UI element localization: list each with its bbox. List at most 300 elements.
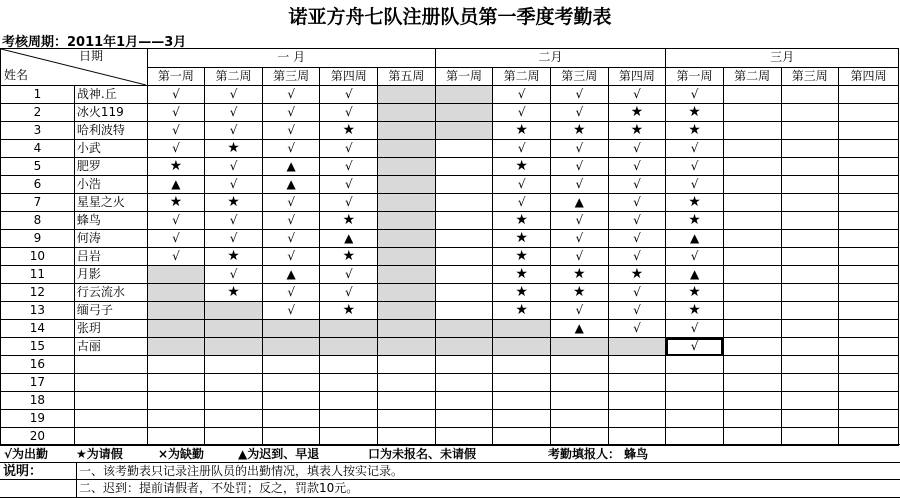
row-number-cell[interactable]: 12	[1, 284, 75, 302]
attendance-cell[interactable]	[435, 122, 493, 140]
attendance-cell[interactable]	[723, 176, 781, 194]
attendance-cell[interactable]	[550, 428, 608, 446]
attendance-cell[interactable]: √	[205, 212, 263, 230]
attendance-cell[interactable]: √	[608, 284, 666, 302]
row-number-cell[interactable]: 17	[1, 374, 75, 392]
attendance-cell[interactable]	[147, 356, 205, 374]
attendance-cell[interactable]	[262, 428, 320, 446]
attendance-cell[interactable]: √	[320, 266, 378, 284]
attendance-cell[interactable]	[493, 374, 551, 392]
attendance-cell[interactable]	[781, 302, 839, 320]
attendance-cell[interactable]	[205, 392, 263, 410]
row-number-cell[interactable]: 4	[1, 140, 75, 158]
week-header-cell[interactable]: 第二周	[723, 67, 781, 86]
attendance-cell[interactable]	[723, 158, 781, 176]
week-header-cell[interactable]: 第四周	[320, 67, 378, 86]
member-name-cell[interactable]: 何涛	[74, 230, 147, 248]
attendance-cell[interactable]	[839, 194, 899, 212]
row-number-cell[interactable]: 18	[1, 392, 75, 410]
attendance-cell[interactable]	[435, 320, 493, 338]
row-number-cell[interactable]: 20	[1, 428, 75, 446]
member-name-cell[interactable]: 张玥	[74, 320, 147, 338]
attendance-cell[interactable]: √	[493, 104, 551, 122]
member-name-cell[interactable]: 蜂鸟	[74, 212, 147, 230]
attendance-cell[interactable]	[262, 338, 320, 356]
attendance-cell[interactable]	[781, 356, 839, 374]
attendance-cell[interactable]: ★	[493, 248, 551, 266]
attendance-cell[interactable]	[608, 374, 666, 392]
attendance-cell[interactable]: √	[608, 248, 666, 266]
attendance-cell[interactable]: √	[550, 158, 608, 176]
attendance-cell[interactable]	[781, 338, 839, 356]
attendance-cell[interactable]	[435, 356, 493, 374]
attendance-cell[interactable]	[378, 140, 436, 158]
week-header-cell[interactable]: 第四周	[608, 67, 666, 86]
attendance-cell[interactable]: √	[666, 320, 724, 338]
attendance-cell[interactable]: √	[262, 194, 320, 212]
attendance-cell[interactable]: √	[550, 212, 608, 230]
attendance-cell[interactable]: √	[666, 86, 724, 104]
attendance-cell[interactable]: ★	[205, 194, 263, 212]
attendance-cell[interactable]	[723, 284, 781, 302]
attendance-cell[interactable]	[262, 356, 320, 374]
attendance-cell[interactable]	[493, 356, 551, 374]
attendance-cell[interactable]	[781, 284, 839, 302]
week-header-cell[interactable]: 第三周	[550, 67, 608, 86]
attendance-cell[interactable]: √	[205, 122, 263, 140]
week-header-cell[interactable]: 第四周	[839, 67, 899, 86]
attendance-cell[interactable]: √	[608, 86, 666, 104]
note-line-1[interactable]: 一、该考勤表只记录注册队员的出勤情况，填表人按实记录。	[76, 463, 403, 480]
attendance-cell[interactable]: √	[262, 140, 320, 158]
attendance-cell[interactable]	[839, 338, 899, 356]
attendance-cell[interactable]: √	[262, 284, 320, 302]
attendance-cell[interactable]: √	[493, 194, 551, 212]
attendance-cell[interactable]	[839, 230, 899, 248]
attendance-cell[interactable]: ★	[493, 158, 551, 176]
row-number-cell[interactable]: 16	[1, 356, 75, 374]
attendance-cell[interactable]	[839, 392, 899, 410]
attendance-cell[interactable]	[262, 410, 320, 428]
attendance-cell[interactable]: ★	[666, 212, 724, 230]
attendance-cell[interactable]	[147, 320, 205, 338]
attendance-cell[interactable]	[550, 392, 608, 410]
attendance-cell[interactable]	[839, 122, 899, 140]
attendance-cell[interactable]: √	[493, 176, 551, 194]
attendance-cell[interactable]	[205, 320, 263, 338]
attendance-cell[interactable]: ★	[608, 122, 666, 140]
attendance-cell[interactable]	[723, 428, 781, 446]
attendance-cell[interactable]	[378, 320, 436, 338]
attendance-cell[interactable]	[723, 140, 781, 158]
week-header-cell[interactable]: 第一周	[147, 67, 205, 86]
member-name-cell[interactable]: 月影	[74, 266, 147, 284]
attendance-cell[interactable]	[435, 338, 493, 356]
attendance-cell[interactable]	[435, 104, 493, 122]
attendance-cell[interactable]: ★	[493, 266, 551, 284]
attendance-cell[interactable]	[435, 212, 493, 230]
attendance-cell[interactable]: √	[262, 230, 320, 248]
member-name-cell[interactable]	[74, 428, 147, 446]
attendance-cell[interactable]: √	[147, 230, 205, 248]
attendance-cell[interactable]: √	[608, 320, 666, 338]
attendance-cell[interactable]	[378, 266, 436, 284]
attendance-cell[interactable]	[378, 104, 436, 122]
attendance-cell[interactable]	[608, 338, 666, 356]
attendance-cell[interactable]	[839, 356, 899, 374]
member-name-cell[interactable]: 肥罗	[74, 158, 147, 176]
attendance-cell[interactable]: ★	[493, 230, 551, 248]
row-number-cell[interactable]: 11	[1, 266, 75, 284]
attendance-cell[interactable]	[435, 86, 493, 104]
attendance-cell[interactable]	[666, 356, 724, 374]
attendance-cell[interactable]	[435, 266, 493, 284]
attendance-cell[interactable]	[781, 410, 839, 428]
attendance-cell[interactable]: ▲	[262, 158, 320, 176]
attendance-cell[interactable]: √	[205, 266, 263, 284]
attendance-cell[interactable]: √	[147, 86, 205, 104]
attendance-cell[interactable]: ★	[205, 284, 263, 302]
attendance-cell[interactable]: √	[666, 248, 724, 266]
attendance-cell[interactable]: √	[608, 194, 666, 212]
attendance-cell[interactable]: √	[608, 158, 666, 176]
attendance-cell[interactable]: ▲	[550, 194, 608, 212]
attendance-cell[interactable]	[781, 122, 839, 140]
attendance-cell[interactable]	[378, 122, 436, 140]
attendance-cell[interactable]	[781, 428, 839, 446]
attendance-cell[interactable]	[378, 392, 436, 410]
attendance-cell[interactable]	[320, 320, 378, 338]
attendance-cell[interactable]	[147, 302, 205, 320]
attendance-cell[interactable]	[781, 86, 839, 104]
attendance-cell[interactable]	[781, 176, 839, 194]
attendance-cell[interactable]	[320, 392, 378, 410]
attendance-cell[interactable]	[205, 356, 263, 374]
attendance-cell[interactable]	[435, 140, 493, 158]
attendance-cell[interactable]: ★	[550, 284, 608, 302]
attendance-cell[interactable]	[839, 176, 899, 194]
attendance-cell[interactable]	[435, 374, 493, 392]
week-header-cell[interactable]: 第一周	[666, 67, 724, 86]
attendance-cell[interactable]: √	[262, 86, 320, 104]
member-name-cell[interactable]: 冰火119	[74, 104, 147, 122]
attendance-cell[interactable]: ★	[550, 122, 608, 140]
attendance-cell[interactable]: √	[262, 122, 320, 140]
attendance-cell[interactable]: √	[666, 158, 724, 176]
attendance-cell[interactable]	[781, 320, 839, 338]
attendance-cell[interactable]	[378, 428, 436, 446]
attendance-cell[interactable]	[378, 158, 436, 176]
attendance-cell[interactable]	[435, 392, 493, 410]
attendance-cell[interactable]	[839, 428, 899, 446]
week-header-cell[interactable]: 第一周	[435, 67, 493, 86]
attendance-cell[interactable]	[666, 410, 724, 428]
attendance-cell[interactable]	[608, 410, 666, 428]
attendance-cell[interactable]	[378, 194, 436, 212]
attendance-cell[interactable]: √	[320, 104, 378, 122]
attendance-cell[interactable]: √	[147, 140, 205, 158]
attendance-cell[interactable]	[550, 374, 608, 392]
attendance-cell[interactable]: √	[262, 302, 320, 320]
attendance-cell[interactable]	[723, 122, 781, 140]
attendance-cell[interactable]: √	[666, 338, 724, 356]
attendance-cell[interactable]: ▲	[666, 230, 724, 248]
attendance-cell[interactable]: √	[550, 302, 608, 320]
attendance-cell[interactable]	[781, 230, 839, 248]
member-name-cell[interactable]	[74, 374, 147, 392]
attendance-cell[interactable]: ★	[320, 122, 378, 140]
attendance-cell[interactable]: ★	[147, 194, 205, 212]
attendance-cell[interactable]: ★	[666, 122, 724, 140]
attendance-cell[interactable]	[781, 140, 839, 158]
attendance-cell[interactable]: √	[262, 212, 320, 230]
attendance-cell[interactable]: √	[205, 86, 263, 104]
attendance-cell[interactable]	[320, 338, 378, 356]
attendance-cell[interactable]: ▲	[550, 320, 608, 338]
attendance-cell[interactable]	[378, 86, 436, 104]
attendance-cell[interactable]	[723, 86, 781, 104]
attendance-cell[interactable]	[147, 338, 205, 356]
attendance-cell[interactable]: √	[666, 176, 724, 194]
attendance-cell[interactable]	[435, 230, 493, 248]
attendance-cell[interactable]	[781, 104, 839, 122]
attendance-cell[interactable]	[435, 410, 493, 428]
attendance-cell[interactable]	[839, 374, 899, 392]
row-number-cell[interactable]: 1	[1, 86, 75, 104]
attendance-cell[interactable]	[550, 410, 608, 428]
attendance-cell[interactable]	[320, 428, 378, 446]
member-name-cell[interactable]: 小武	[74, 140, 147, 158]
week-header-cell[interactable]: 第二周	[205, 67, 263, 86]
attendance-cell[interactable]	[723, 104, 781, 122]
attendance-cell[interactable]: ▲	[666, 266, 724, 284]
attendance-cell[interactable]: √	[550, 230, 608, 248]
attendance-cell[interactable]: ★	[493, 122, 551, 140]
attendance-cell[interactable]: √	[147, 104, 205, 122]
attendance-cell[interactable]: √	[493, 86, 551, 104]
attendance-cell[interactable]	[781, 392, 839, 410]
attendance-cell[interactable]	[781, 266, 839, 284]
attendance-cell[interactable]: √	[320, 284, 378, 302]
attendance-cell[interactable]: ★	[550, 266, 608, 284]
attendance-cell[interactable]: ★	[205, 140, 263, 158]
attendance-cell[interactable]: √	[608, 302, 666, 320]
week-header-cell[interactable]: 第三周	[262, 67, 320, 86]
attendance-cell[interactable]: √	[320, 158, 378, 176]
attendance-cell[interactable]	[435, 176, 493, 194]
attendance-cell[interactable]	[723, 410, 781, 428]
attendance-cell[interactable]	[435, 302, 493, 320]
attendance-cell[interactable]	[723, 392, 781, 410]
attendance-cell[interactable]	[781, 212, 839, 230]
attendance-cell[interactable]	[320, 374, 378, 392]
attendance-cell[interactable]	[723, 356, 781, 374]
attendance-cell[interactable]	[378, 248, 436, 266]
attendance-cell[interactable]	[839, 140, 899, 158]
row-number-cell[interactable]: 2	[1, 104, 75, 122]
attendance-cell[interactable]: √	[205, 104, 263, 122]
member-name-cell[interactable]: 小浩	[74, 176, 147, 194]
member-name-cell[interactable]: 行云流水	[74, 284, 147, 302]
attendance-cell[interactable]	[781, 194, 839, 212]
attendance-cell[interactable]	[262, 320, 320, 338]
month-mar[interactable]: 三月	[666, 49, 899, 68]
attendance-cell[interactable]	[147, 284, 205, 302]
attendance-cell[interactable]: √	[205, 158, 263, 176]
attendance-cell[interactable]	[378, 374, 436, 392]
attendance-cell[interactable]	[723, 248, 781, 266]
attendance-cell[interactable]	[378, 176, 436, 194]
attendance-cell[interactable]	[723, 338, 781, 356]
attendance-cell[interactable]: ★	[205, 248, 263, 266]
attendance-cell[interactable]	[839, 104, 899, 122]
attendance-cell[interactable]: ▲	[147, 176, 205, 194]
week-header-cell[interactable]: 第三周	[781, 67, 839, 86]
attendance-cell[interactable]: √	[320, 176, 378, 194]
row-number-cell[interactable]: 9	[1, 230, 75, 248]
attendance-cell[interactable]: √	[550, 104, 608, 122]
attendance-cell[interactable]: √	[147, 212, 205, 230]
attendance-cell[interactable]: ★	[608, 266, 666, 284]
attendance-cell[interactable]: √	[608, 176, 666, 194]
attendance-cell[interactable]	[493, 392, 551, 410]
row-number-cell[interactable]: 10	[1, 248, 75, 266]
attendance-cell[interactable]	[320, 356, 378, 374]
row-number-cell[interactable]: 3	[1, 122, 75, 140]
month-feb[interactable]: 二月	[435, 49, 666, 68]
attendance-cell[interactable]	[723, 302, 781, 320]
attendance-cell[interactable]: √	[147, 248, 205, 266]
attendance-cell[interactable]	[839, 410, 899, 428]
attendance-cell[interactable]: ▲	[262, 266, 320, 284]
attendance-cell[interactable]	[205, 302, 263, 320]
attendance-cell[interactable]: √	[550, 140, 608, 158]
note-line-2[interactable]: 二、迟到：提前请假者，不处罚；反之，罚款10元。	[76, 480, 358, 497]
attendance-cell[interactable]	[839, 212, 899, 230]
attendance-cell[interactable]	[320, 410, 378, 428]
attendance-cell[interactable]: √	[608, 212, 666, 230]
attendance-cell[interactable]: ★	[147, 158, 205, 176]
attendance-cell[interactable]	[205, 374, 263, 392]
attendance-cell[interactable]	[435, 194, 493, 212]
attendance-cell[interactable]	[839, 266, 899, 284]
attendance-cell[interactable]: ★	[320, 248, 378, 266]
member-name-cell[interactable]: 缅弓子	[74, 302, 147, 320]
attendance-cell[interactable]	[378, 356, 436, 374]
attendance-cell[interactable]	[205, 410, 263, 428]
attendance-cell[interactable]	[608, 392, 666, 410]
attendance-cell[interactable]	[378, 338, 436, 356]
attendance-cell[interactable]: √	[666, 140, 724, 158]
attendance-cell[interactable]: √	[493, 140, 551, 158]
attendance-cell[interactable]	[723, 194, 781, 212]
attendance-cell[interactable]: √	[320, 86, 378, 104]
attendance-cell[interactable]: √	[608, 230, 666, 248]
attendance-cell[interactable]	[205, 338, 263, 356]
attendance-cell[interactable]: √	[550, 86, 608, 104]
attendance-cell[interactable]	[666, 374, 724, 392]
attendance-cell[interactable]: √	[205, 230, 263, 248]
attendance-cell[interactable]: ★	[666, 284, 724, 302]
attendance-cell[interactable]	[666, 428, 724, 446]
attendance-cell[interactable]: √	[320, 140, 378, 158]
row-number-cell[interactable]: 13	[1, 302, 75, 320]
week-header-cell[interactable]: 第五周	[378, 67, 436, 86]
attendance-cell[interactable]: √	[205, 176, 263, 194]
attendance-cell[interactable]: ★	[666, 194, 724, 212]
attendance-cell[interactable]: √	[550, 248, 608, 266]
attendance-cell[interactable]: √	[320, 194, 378, 212]
row-number-cell[interactable]: 15	[1, 338, 75, 356]
member-name-cell[interactable]	[74, 356, 147, 374]
attendance-cell[interactable]	[608, 428, 666, 446]
attendance-cell[interactable]	[378, 410, 436, 428]
attendance-cell[interactable]	[435, 158, 493, 176]
attendance-cell[interactable]	[435, 428, 493, 446]
attendance-cell[interactable]	[378, 302, 436, 320]
attendance-cell[interactable]	[723, 266, 781, 284]
attendance-cell[interactable]: √	[262, 248, 320, 266]
row-number-cell[interactable]: 8	[1, 212, 75, 230]
attendance-cell[interactable]	[839, 248, 899, 266]
attendance-cell[interactable]	[839, 158, 899, 176]
attendance-cell[interactable]	[493, 338, 551, 356]
attendance-cell[interactable]	[550, 338, 608, 356]
row-number-cell[interactable]: 7	[1, 194, 75, 212]
attendance-cell[interactable]	[723, 230, 781, 248]
member-name-cell[interactable]	[74, 392, 147, 410]
attendance-cell[interactable]	[147, 428, 205, 446]
attendance-cell[interactable]	[378, 230, 436, 248]
attendance-cell[interactable]: √	[262, 104, 320, 122]
attendance-cell[interactable]: ★	[666, 302, 724, 320]
attendance-cell[interactable]: ★	[493, 302, 551, 320]
attendance-cell[interactable]	[839, 284, 899, 302]
attendance-cell[interactable]	[723, 374, 781, 392]
attendance-cell[interactable]	[147, 410, 205, 428]
row-number-cell[interactable]: 6	[1, 176, 75, 194]
row-number-cell[interactable]: 19	[1, 410, 75, 428]
attendance-cell[interactable]: √	[550, 176, 608, 194]
attendance-cell[interactable]	[147, 392, 205, 410]
attendance-cell[interactable]	[781, 158, 839, 176]
attendance-cell[interactable]	[550, 356, 608, 374]
attendance-cell[interactable]	[608, 356, 666, 374]
member-name-cell[interactable]	[74, 410, 147, 428]
attendance-cell[interactable]	[262, 392, 320, 410]
attendance-cell[interactable]	[147, 266, 205, 284]
attendance-cell[interactable]: ★	[320, 302, 378, 320]
month-jan[interactable]: 一 月	[147, 49, 435, 68]
attendance-cell[interactable]: ★	[666, 104, 724, 122]
attendance-cell[interactable]	[723, 212, 781, 230]
attendance-cell[interactable]	[666, 392, 724, 410]
attendance-cell[interactable]: ▲	[262, 176, 320, 194]
attendance-cell[interactable]: ▲	[320, 230, 378, 248]
row-number-cell[interactable]: 14	[1, 320, 75, 338]
attendance-cell[interactable]: ★	[493, 212, 551, 230]
member-name-cell[interactable]: 古丽	[74, 338, 147, 356]
attendance-cell[interactable]	[378, 284, 436, 302]
attendance-cell[interactable]	[378, 212, 436, 230]
attendance-cell[interactable]	[493, 428, 551, 446]
attendance-cell[interactable]	[493, 410, 551, 428]
member-name-cell[interactable]: 哈利波特	[74, 122, 147, 140]
attendance-cell[interactable]: ★	[320, 212, 378, 230]
week-header-cell[interactable]: 第二周	[493, 67, 551, 86]
attendance-cell[interactable]: ★	[608, 104, 666, 122]
attendance-cell[interactable]	[839, 320, 899, 338]
